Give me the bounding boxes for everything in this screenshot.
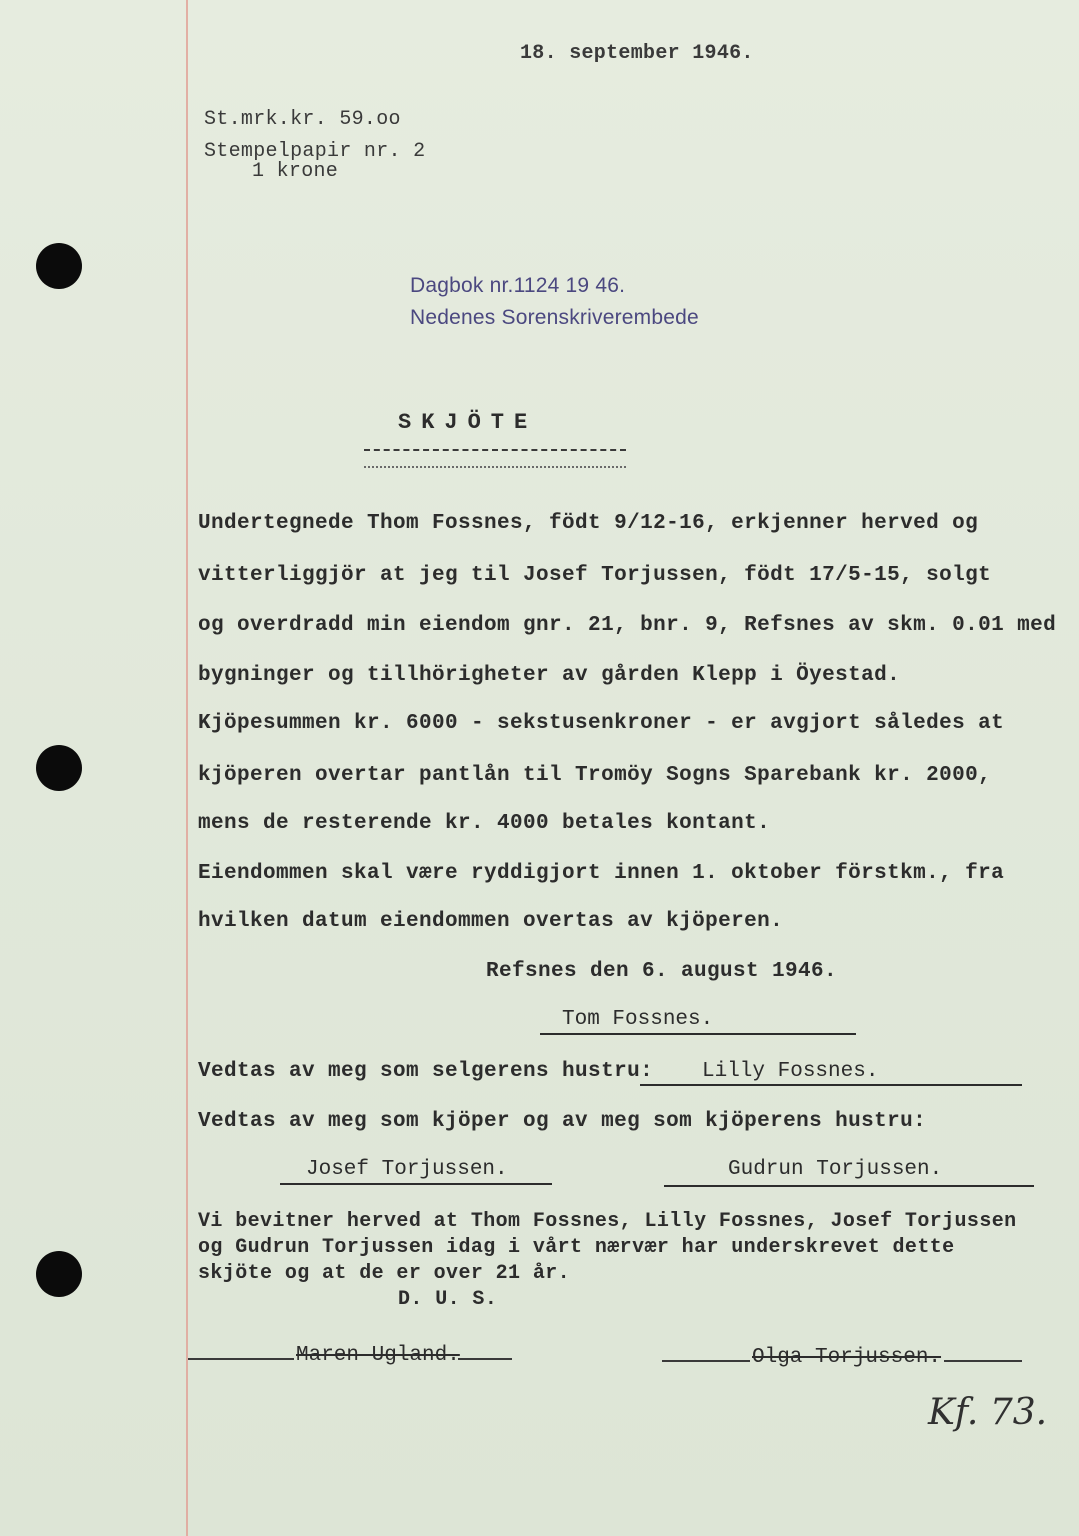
wife-signature: Lilly Fossnes. <box>702 1060 879 1083</box>
wife-signature-line <box>640 1084 1022 1086</box>
paper-type: Stempelpapir nr. 2 <box>204 140 426 163</box>
body-line: mens de resterende kr. 4000 betales kontant. <box>198 812 771 835</box>
witness-line: Vi bevitner herved at Thom Fossnes, Lilly Fossnes, Josef Torjussen <box>198 1210 1017 1233</box>
body-line: hvilken datum eiendommen overtas av kjöperen. <box>198 910 784 933</box>
body-line: Eiendommen skal være ryddigjort innen 1. oktober förstkm., fra <box>198 862 1005 885</box>
paper-price: 1 krone <box>252 160 339 183</box>
witness-line: skjöte og at de er over 21 år. <box>198 1262 571 1285</box>
title-rule <box>364 449 626 451</box>
witness1-signature: Maren Ugland. <box>296 1344 460 1367</box>
punch-hole <box>36 1251 82 1297</box>
wife-approval-label: Vedtas av meg som selgerens hustru: <box>198 1060 654 1083</box>
buyer-signature-line <box>280 1183 552 1185</box>
body-line: Kjöpesummen kr. 6000 - sekstusenkroner - er avgjort således at <box>198 712 1005 735</box>
margin-note: Kf. 73. <box>928 1392 1048 1433</box>
dus-abbreviation: D. U. S. <box>398 1288 498 1311</box>
witness1-line-right <box>458 1358 512 1360</box>
title-rule-dotted <box>364 466 626 468</box>
witness-line: og Gudrun Torjussen idag i vårt nærvær har underskrevet dette <box>198 1236 955 1259</box>
registry-stamp-number: Dagbok nr.1124 19 46. <box>410 274 626 297</box>
margin-line <box>186 0 188 1536</box>
buyer-approval-label: Vedtas av meg som kjöper og av meg som kjöperens hustru: <box>198 1110 927 1133</box>
punch-hole <box>36 243 82 289</box>
place-date: Refsnes den 6. august 1946. <box>486 960 838 983</box>
body-line: og overdradd min eiendom gnr. 21, bnr. 9, Refsnes av skm. 0.01 med <box>198 614 1057 637</box>
buyer-signature: Josef Torjussen. <box>306 1158 508 1181</box>
punch-hole <box>36 745 82 791</box>
body-line: kjöperen overtar pantlån til Tromöy Sogns Sparebank kr. 2000, <box>198 764 992 787</box>
seller-signature: Tom Fossnes. <box>562 1008 714 1031</box>
body-line: Undertegnede Thom Fossnes, födt 9/12-16, erkjenner herved og <box>198 512 979 535</box>
body-line: vitterliggjör at jeg til Josef Torjussen, födt 17/5-15, solgt <box>198 564 992 587</box>
witness2-line-left <box>662 1360 750 1362</box>
witness2-line-right <box>944 1360 1022 1362</box>
document-date: 18. september 1946. <box>520 42 754 65</box>
body-line: bygninger og tillhörigheter av gården Klepp i Öyestad. <box>198 664 901 687</box>
document-title: SKJÖTE <box>398 410 538 435</box>
buyer-wife-signature: Gudrun Torjussen. <box>728 1158 943 1181</box>
witness2-signature: Olga Torjussen. <box>752 1346 942 1369</box>
witness1-line-left <box>188 1358 294 1360</box>
stamp-value: St.mrk.kr. 59.oo <box>204 108 401 131</box>
buyer-wife-signature-line <box>664 1185 1034 1187</box>
registry-stamp-office: Nedenes Sorenskriverembede <box>410 306 699 329</box>
seller-signature-line <box>540 1033 856 1035</box>
